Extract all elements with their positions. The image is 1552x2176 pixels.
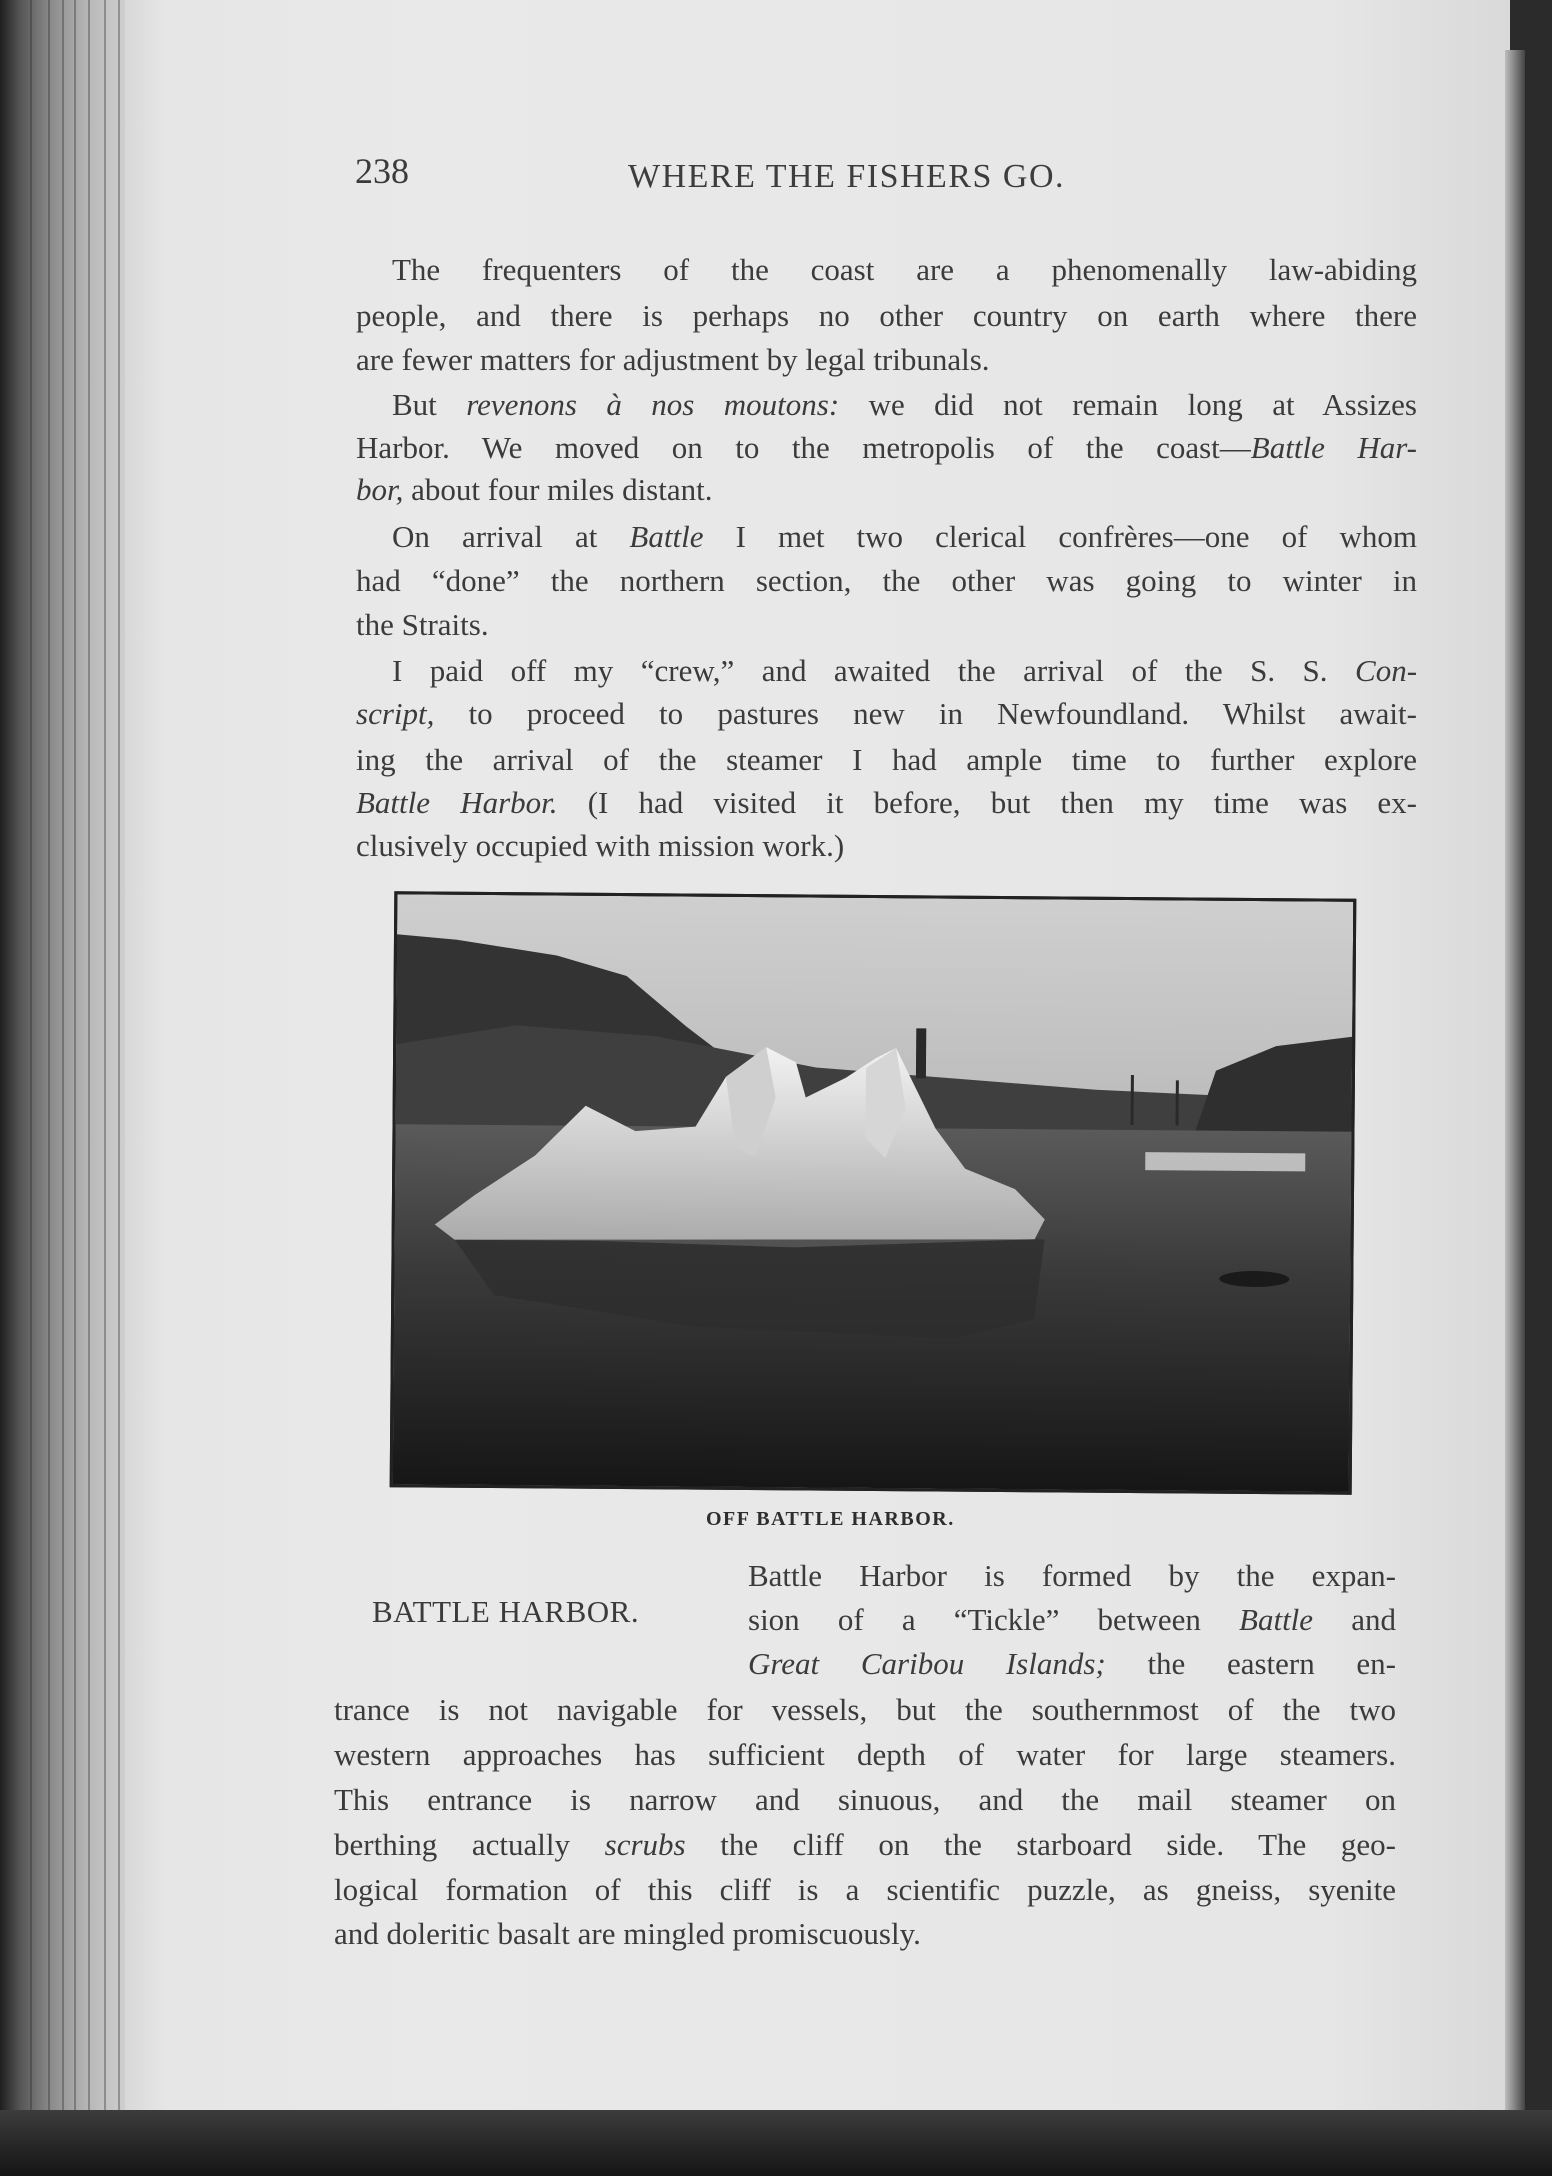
text-line: Great Caribou Islands; the eastern en- bbox=[748, 1646, 1397, 1681]
text-line: bor, about four miles distant. bbox=[356, 472, 713, 507]
text-line: the Straits. bbox=[356, 607, 489, 642]
text-line: This entrance is narrow and sinuous, and the mail steamer on bbox=[334, 1782, 1396, 1817]
bottom-shadow bbox=[0, 2110, 1552, 2176]
photo-illustration bbox=[393, 894, 1354, 1491]
text-line: are fewer matters for adjustment by legal tribunals. bbox=[356, 342, 990, 377]
page-number: 238 bbox=[355, 151, 409, 191]
text-line: western approaches has sufficient depth of water for large steamers. bbox=[334, 1737, 1396, 1772]
text-line: Battle Harbor. (I had visited it before, but then my time was ex- bbox=[356, 785, 1418, 820]
text-line: trance is not navigable for vessels, but the southernmost of the two bbox=[334, 1692, 1396, 1727]
harbor-iceberg-photo bbox=[390, 891, 1357, 1495]
text-line: berthing actually scrubs the cliff on the starboard side. The geo- bbox=[334, 1827, 1396, 1862]
text-line: logical formation of this cliff is a scientific puzzle, as gneiss, syenite bbox=[334, 1872, 1396, 1907]
text-line: Battle Harbor is formed by the expan- bbox=[748, 1558, 1396, 1593]
text-line: people, and there is perhaps no other country on earth where there bbox=[356, 298, 1417, 333]
section-margin-heading: BATTLE HARBOR. bbox=[372, 1594, 640, 1629]
page-right-edge bbox=[1505, 50, 1525, 2120]
text-line: ing the arrival of the steamer I had ample time to further explore bbox=[356, 742, 1417, 777]
text-line: and doleritic basalt are mingled promiscuously. bbox=[334, 1916, 921, 1951]
text-line: clusively occupied with mission work.) bbox=[356, 828, 845, 863]
text-line: Harbor. We moved on to the metropolis of the coast—Battle Har- bbox=[356, 430, 1417, 465]
text-line: I paid off my “crew,” and awaited the arrival of the S. S. Con- bbox=[392, 653, 1418, 688]
text-line: On arrival at Battle I met two clerical confrères—one of whom bbox=[392, 519, 1417, 554]
text-line: sion of a “Tickle” between Battle and bbox=[748, 1602, 1396, 1637]
text-line: The frequenters of the coast are a phenomenally law-abiding bbox=[392, 252, 1417, 287]
text-line: had “done” the northern section, the other was going to winter in bbox=[356, 563, 1417, 598]
running-head: WHERE THE FISHERS GO. bbox=[628, 158, 1065, 195]
text-line: script, to proceed to pastures new in Newfoundland. Whilst await- bbox=[356, 696, 1417, 731]
text-line: But revenons à nos moutons: we did not remain long at Assizes bbox=[392, 387, 1417, 422]
photo-caption: OFF BATTLE HARBOR. bbox=[706, 1508, 955, 1530]
